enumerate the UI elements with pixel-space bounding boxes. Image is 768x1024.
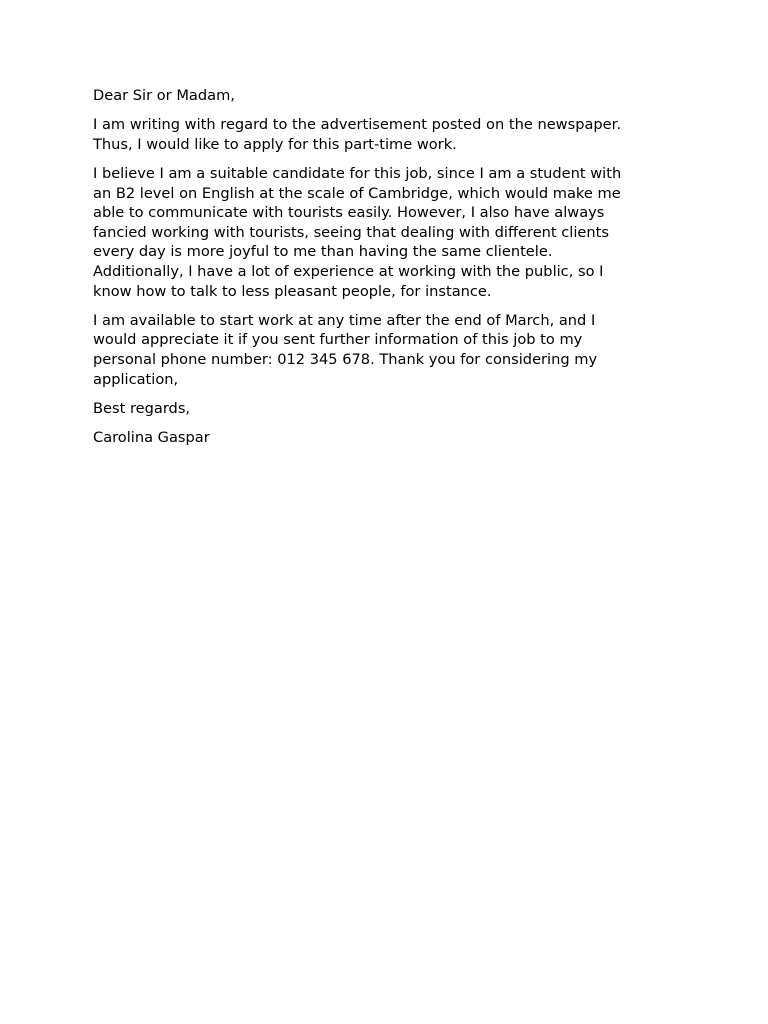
paragraph-qualifications: I believe I am a suitable candidate for this job, since I am a student with an B2 level on English at the scale of Cambridge, which would make me able to communicate with tourists easily. However, I also have always fancied working with tourists, seeing that dealing with different clients every day is more joyful to me than having the same clientele. Additionally, I have a lot of experience at working with the public, so I know how to talk to less pleasant people, for instance. bbox=[93, 164, 622, 300]
salutation: Dear Sir or Madam, bbox=[93, 87, 235, 104]
paragraph-availability: I am available to start work at any time after the end of March, and I would appreciate it if you sent further information of this job to my personal phone number: 012 345 678. Thank you for considering my application, bbox=[93, 311, 598, 388]
signature: Carolina Gaspar bbox=[93, 428, 210, 446]
closing: Best regards, bbox=[93, 399, 191, 417]
letter-body bbox=[93, 86, 673, 457]
paragraph-intro: I am writing with regard to the advertisement posted on the newspaper. Thus, I would like to apply for this part-time work. bbox=[93, 116, 621, 153]
